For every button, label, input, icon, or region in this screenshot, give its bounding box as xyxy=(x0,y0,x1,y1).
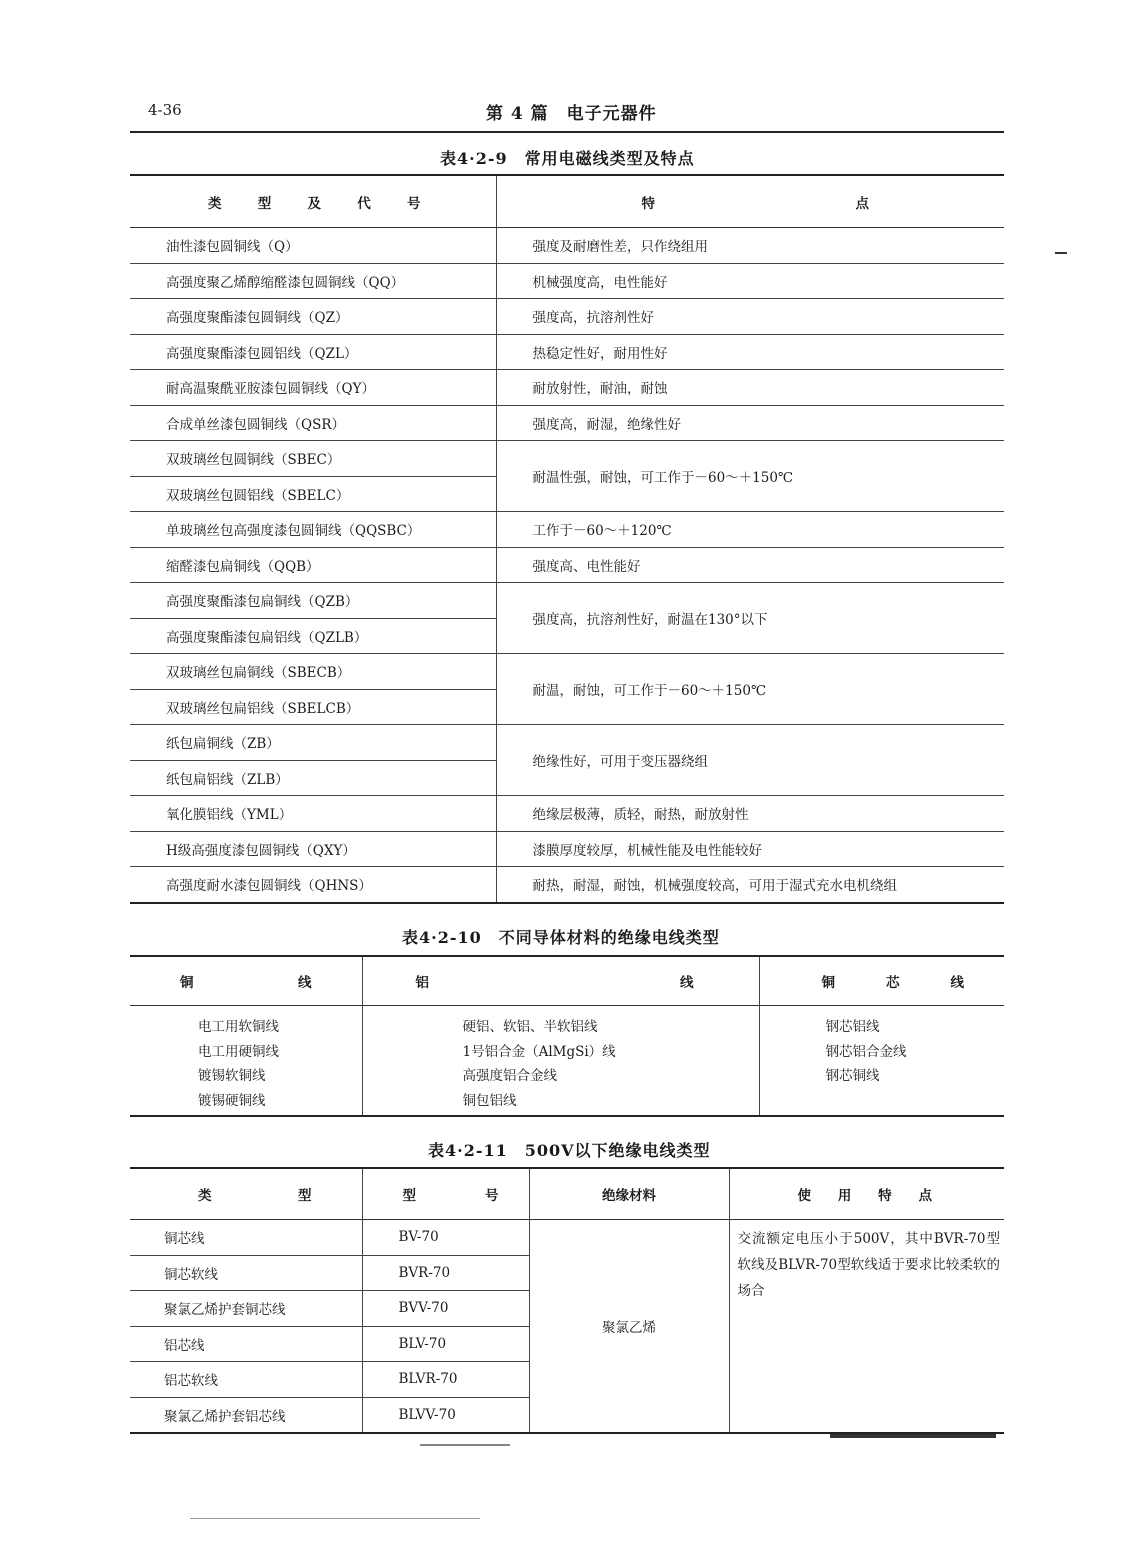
table-row xyxy=(130,299,1004,335)
table-row xyxy=(130,583,1004,619)
type-cell: 高强度聚酯漆包圆铝线（QZL） xyxy=(130,334,496,370)
header-insulation: 绝缘材料 xyxy=(529,1168,729,1220)
feature-cell: 强度及耐磨性差，只作绕组用 xyxy=(496,228,1004,264)
scan-mark xyxy=(1055,252,1067,254)
feature-cell: 工作于－60～＋120℃ xyxy=(496,512,1004,548)
type-cell: 双玻璃丝包圆铜线（SBEC） xyxy=(130,441,496,477)
feature-cell: 耐温，耐蚀，可工作于－60～＋150℃ xyxy=(496,654,1004,725)
type-cell: 高强度聚酯漆包圆铜线（QZ） xyxy=(130,299,496,335)
table1-caption: 表4·2-9 常用电磁线类型及特点 xyxy=(440,149,695,168)
feature-cell: 强度高、电性能好 xyxy=(496,547,1004,583)
type-cell: 双玻璃丝包圆铝线（SBELC） xyxy=(130,476,496,512)
table-row xyxy=(130,228,1004,264)
list-item: 1号铝合金（AlMgSi）线 xyxy=(462,1043,616,1060)
table-row xyxy=(130,1220,1004,1256)
table-conductor-material xyxy=(130,955,1004,1117)
list-item: 钢芯铜线 xyxy=(825,1068,880,1084)
list-item: 钢芯铝线 xyxy=(825,1019,880,1035)
feature-cell: 绝缘层极薄，质轻，耐热，耐放射性 xyxy=(496,796,1004,832)
header-copper: 铜 线 xyxy=(130,956,362,1006)
type-cell: H级高强度漆包圆铜线（QXY） xyxy=(130,831,496,867)
header-aluminum: 铝 线 xyxy=(362,956,759,1006)
list-item: 钢芯铝合金线 xyxy=(825,1043,907,1060)
type-cell: 铜芯线 xyxy=(130,1220,362,1256)
type-cell: 油性漆包圆铜线（Q） xyxy=(130,228,496,264)
table2-caption: 表4·2-10 不同导体材料的绝缘电线类型 xyxy=(402,928,720,947)
model-cell: BLV-70 xyxy=(362,1326,529,1362)
usage-cell: 交流额定电压小于500V，其中BVR-70型软线及BLVR-70型软线适于要求比较柔软的场合 xyxy=(729,1220,1004,1434)
feature-cell: 耐温性强，耐蚀，可工作于－60～＋150℃ xyxy=(496,441,1004,512)
aluminum-list xyxy=(362,1006,759,1117)
scan-mark xyxy=(190,1518,480,1519)
type-cell: 纸包扁铜线（ZB） xyxy=(130,725,496,761)
page-number: 4-36 xyxy=(148,101,182,119)
type-cell: 聚氯乙烯护套铝芯线 xyxy=(164,1408,286,1425)
feature-cell: 机械强度高，电性能好 xyxy=(496,263,1004,299)
feature-cell: 漆膜厚度较厚，机械性能及电性能较好 xyxy=(496,831,1004,867)
type-cell: 耐高温聚酰亚胺漆包圆铜线（QY） xyxy=(130,370,496,406)
header-type-code: 类 型 及 代 号 xyxy=(130,175,496,228)
table-row xyxy=(130,441,1004,477)
table-row xyxy=(130,405,1004,441)
table3-caption: 表4·2-11 500V以下绝缘电线类型 xyxy=(428,1141,711,1160)
feature-cell: 耐热，耐湿，耐蚀，机械强度较高，可用于湿式充水电机绕组 xyxy=(496,867,1004,903)
list-item: 硬铝、软铝、半软铝线 xyxy=(462,1019,598,1035)
type-cell: 铜芯软线 xyxy=(130,1255,362,1291)
running-title: 第 4 篇 电子元器件 xyxy=(486,104,657,124)
list-item: 铜包铝线 xyxy=(462,1092,517,1109)
header-type: 类 型 xyxy=(130,1168,362,1220)
type-cell: 高强度聚酯漆包扁铜线（QZB） xyxy=(130,583,496,619)
list-item: 电工用硬铜线 xyxy=(198,1043,279,1060)
scan-mark xyxy=(420,1444,510,1446)
table-row xyxy=(130,547,1004,583)
header-features: 特 点 xyxy=(496,175,1004,228)
table-row xyxy=(130,263,1004,299)
table-magnet-wire xyxy=(130,174,1004,904)
type-cell: 合成单丝漆包圆铜线（QSR） xyxy=(130,405,496,441)
copper-list xyxy=(130,1006,362,1117)
feature-cell: 热稳定性好，耐用性好 xyxy=(496,334,1004,370)
header-rule xyxy=(130,131,1004,133)
model-cell: BV-70 xyxy=(362,1220,529,1256)
model-cell: BVV-70 xyxy=(362,1291,529,1327)
header-clad: 铜 芯 线 xyxy=(759,956,1004,1006)
table-row xyxy=(130,725,1004,761)
type-cell: 双玻璃丝包扁铜线（SBECB） xyxy=(130,654,496,690)
feature-cell: 绝缘性好，可用于变压器绕组 xyxy=(496,725,1004,796)
table-row xyxy=(130,512,1004,548)
table-row xyxy=(130,334,1004,370)
type-cell: 高强度聚酯漆包扁铝线（QZLB） xyxy=(130,618,496,654)
model-cell: BVR-70 xyxy=(362,1255,529,1291)
table-insulated-wire xyxy=(130,1167,1004,1434)
header-usage: 使 用 特 点 xyxy=(729,1168,1004,1220)
scan-mark xyxy=(830,1434,996,1438)
model-cell: BLVR-70 xyxy=(362,1362,529,1398)
type-cell: 聚氯乙烯护套铜芯线 xyxy=(130,1291,362,1327)
feature-cell: 强度高，抗溶剂性好 xyxy=(496,299,1004,335)
header-model: 型 号 xyxy=(362,1168,529,1220)
type-cell: 铝芯线 xyxy=(130,1326,362,1362)
type-cell: 氧化膜铝线（YML） xyxy=(130,796,496,832)
list-item: 高强度铝合金线 xyxy=(462,1068,557,1084)
type-cell: 纸包扁铝线（ZLB） xyxy=(130,760,496,796)
feature-cell: 耐放射性，耐油，耐蚀 xyxy=(496,370,1004,406)
model-cell: BLVV-70 xyxy=(362,1397,529,1433)
list-item: 镀锡软铜线 xyxy=(198,1068,266,1084)
type-cell: 缩醛漆包扁铜线（QQB） xyxy=(130,547,496,583)
type-cell: 双玻璃丝包扁铝线（SBELCB） xyxy=(130,689,496,725)
table-row xyxy=(130,370,1004,406)
list-item: 镀锡硬铜线 xyxy=(198,1092,266,1109)
clad-list xyxy=(759,1006,1004,1117)
insulation-cell: 聚氯乙烯 xyxy=(529,1220,729,1434)
type-cell: 铝芯软线 xyxy=(130,1362,362,1398)
type-cell: 高强度聚乙烯醇缩醛漆包圆铜线（QQ） xyxy=(130,263,496,299)
table-row xyxy=(130,654,1004,690)
table-row xyxy=(130,867,1004,903)
feature-cell: 强度高，耐湿，绝缘性好 xyxy=(496,405,1004,441)
type-cell: 高强度耐水漆包圆铜线（QHNS） xyxy=(166,878,372,895)
feature-cell: 强度高，抗溶剂性好，耐温在130°以下 xyxy=(496,583,1004,654)
type-cell: 单玻璃丝包高强度漆包圆铜线（QQSBC） xyxy=(130,512,496,548)
table-row xyxy=(130,831,1004,867)
list-item: 电工用软铜线 xyxy=(198,1019,279,1035)
table-row xyxy=(130,796,1004,832)
